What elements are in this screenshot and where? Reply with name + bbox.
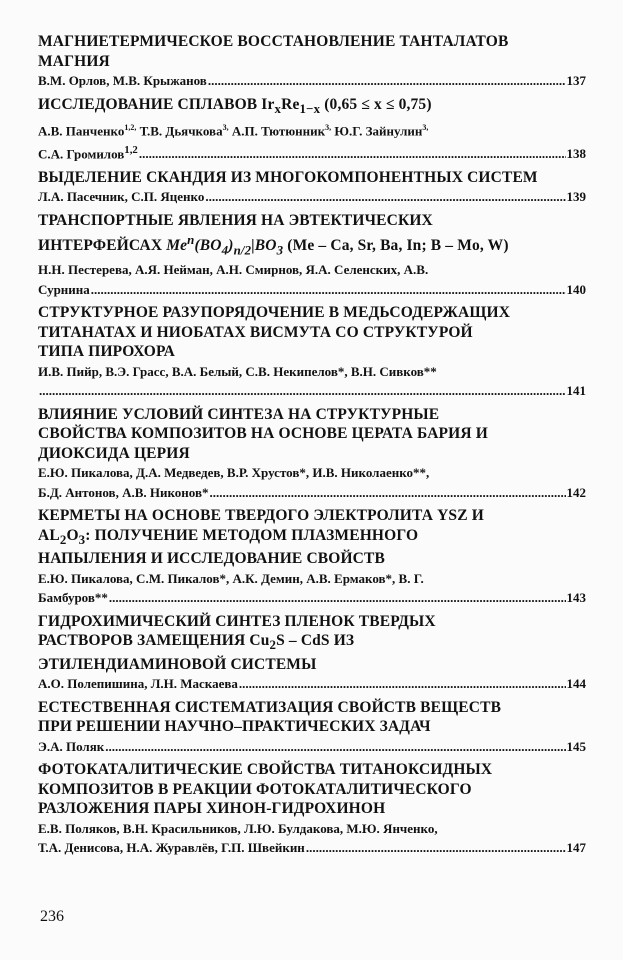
entry-leader-line <box>38 483 586 503</box>
entry-title: ЕСТЕСТВЕННАЯ СИСТЕМАТИЗАЦИЯ СВОЙСТВ ВЕЩЕСТВ <box>38 698 502 716</box>
toc-entry <box>38 32 586 91</box>
entry-leader-line <box>38 737 586 757</box>
entry-title: $AL_2O_3$: ПОЛУЧЕНИЕ МЕТОДОМ ПЛАЗМЕННОГО <box>38 526 419 547</box>
entry-authors: С.А. Громилов$^{1,2}$ <box>38 143 138 162</box>
entry-leader-line <box>38 674 586 694</box>
entry-leader-line <box>38 838 586 858</box>
entry-title: НАПЫЛЕНИЯ И ИССЛЕДОВАНИЕ СВОЙСТВ <box>38 550 386 568</box>
entry-title: КОМПОЗИТОВ В РЕАКЦИИ ФОТОКАТАЛИТИЧЕСКОГО <box>38 780 472 798</box>
entry-title: КЕРМЕТЫ НА ОСНОВЕ ТВЕРДОГО ЭЛЕКТРОЛИТА YSZ И <box>38 507 484 524</box>
entry-title: СВОЙСТВА КОМПОЗИТОВ НА ОСНОВЕ ЦЕРАТА БАРИЯ И <box>38 425 488 442</box>
entry-title: ГИДРОХИМИЧЕСКИЙ СИНТЕЗ ПЛЕНОК ТВЕРДЫХ <box>38 612 436 630</box>
entry-authors: Э.А. Поляк <box>38 738 105 754</box>
entry-title: РАСТВОРОВ ЗАМЕЩЕНИЯ $Cu_2S$ – CdS ИЗ <box>38 632 355 653</box>
entry-authors: В.М. Орлов, М.В. Крыжанов <box>38 73 207 88</box>
entry-title: ПРИ РЕШЕНИИ НАУЧНО–ПРАКТИЧЕСКИХ ЗАДАЧ <box>38 718 431 736</box>
entry-page-number: 137 <box>566 73 586 88</box>
toc-entry <box>38 168 586 207</box>
entry-title: ФОТОКАТАЛИТИЧЕСКИЕ СВОЙСТВА ТИТАНОКСИДНЫХ <box>38 761 493 779</box>
entry-title: МАГНИЯ <box>38 52 110 70</box>
toc-entry <box>38 211 586 299</box>
entry-title: ТРАНСПОРТНЫЕ ЯВЛЕНИЯ НА ЭВТЕКТИЧЕСКИХ <box>38 211 433 229</box>
entry-page-number: 144 <box>566 676 586 692</box>
entry-title: СТРУКТУРНОЕ РАЗУПОРЯДОЧЕНИЕ В МЕДЬСОДЕРЖАЩИХ <box>38 304 511 321</box>
entry-authors: Бамбуров** <box>38 590 108 606</box>
entry-title: РАЗЛОЖЕНИЯ ПАРЫ ХИНОН-ГИДРОХИНОН <box>38 800 386 818</box>
toc-entry <box>38 506 586 608</box>
entry-title: ИНТЕРФЕЙСАХ $Me^n(BO_4)_{n/2}|BO_3$ (Me – Ca, Sr, Ba, In; B – Mo, W) <box>38 232 509 258</box>
entry-page-number: 139 <box>566 189 586 205</box>
entry-page-number: 140 <box>566 281 586 297</box>
entry-leader-line <box>38 588 586 608</box>
entry-authors: И.В. Пийр, В.Э. Грасс, В.А. Белый, С.В. Некипелов*, В.Н. Сивков** <box>38 363 437 379</box>
entry-page-number: 138 <box>566 146 586 162</box>
entry-title: ВЛИЯНИЕ УСЛОВИЙ СИНТЕЗА НА СТРУКТУРНЫЕ <box>38 405 440 423</box>
entry-title: ИССЛЕДОВАНИЕ СПЛАВОВ $Ir_xRe_{1-x}$ (0,65 ≤ x ≤ 0,75) <box>38 95 432 116</box>
entry-authors: Сурнина <box>38 281 90 297</box>
entry-authors: Л.А. Пасечник, С.П. Яценко <box>38 189 205 205</box>
entry-title: ТИТАНАТАХ И НИОБАТАХ ВИСМУТА СО СТРУКТУРОЙ <box>38 323 473 341</box>
entry-page-number: 142 <box>566 484 586 500</box>
entry-leader-line <box>38 71 586 91</box>
entry-authors: А.В. Панченко$^{1,2,}$ Т.В. Дьячкова$^{3,}$ А.П. Тютюнник$^{3,}$ Ю.Г. Зайнулин$^{3,}$ <box>38 123 429 139</box>
entry-title: ВЫДЕЛЕНИЕ СКАНДИЯ ИЗ МНОГОКОМПОНЕНТНЫХ СИСТЕМ <box>38 168 538 186</box>
entry-title: ЭТИЛЕНДИАМИНОВОЙ СИСТЕМЫ <box>38 655 317 673</box>
entry-title: ТИПА ПИРОХОРА <box>38 343 175 360</box>
page-number: 236 <box>40 908 64 925</box>
entry-authors: Е.В. Поляков, В.Н. Красильников, Л.Ю. Булдакова, М.Ю. Янченко, <box>38 820 438 836</box>
entry-leader-line <box>38 141 586 164</box>
entry-page-number: 147 <box>566 840 586 856</box>
toc-entry <box>38 698 586 757</box>
entry-authors: Б.Д. Антонов, А.В. Никонов* <box>38 484 209 500</box>
entry-title: МАГНИЕТЕРМИЧЕСКОЕ ВОССТАНОВЛЕНИЕ ТАНТАЛАТОВ <box>38 33 509 50</box>
entry-leader-line <box>38 381 586 401</box>
toc-entry <box>38 760 586 858</box>
toc-entry <box>38 95 586 164</box>
entry-authors: Т.А. Денисова, Н.А. Журавлёв, Г.П. Швейкин <box>38 840 305 856</box>
entry-leader-line <box>38 280 586 300</box>
entry-leader-line <box>38 187 586 207</box>
toc-entry <box>38 612 586 694</box>
table-of-contents <box>38 32 586 862</box>
entry-authors: Е.Ю. Пикалова, Д.А. Медведев, В.Р. Хрустов*, И.В. Николаенко**, <box>38 465 430 480</box>
toc-entry <box>38 303 586 401</box>
entry-authors: Е.Ю. Пикалова, С.М. Пикалов*, А.К. Демин, А.В. Ермаков*, В. Г. <box>38 570 424 586</box>
entry-page-number: 143 <box>566 590 586 606</box>
entry-authors: Н.Н. Пестерева, А.Я. Нейман, А.Н. Смирнов, Я.А. Селенских, А.В. <box>38 262 429 277</box>
entry-title: ДИОКСИДА ЦЕРИЯ <box>38 444 190 462</box>
entry-page-number: 141 <box>566 383 586 398</box>
toc-entry <box>38 405 586 503</box>
entry-authors: А.О. Полепишина, Л.Н. Маскаева <box>38 676 238 692</box>
entry-page-number: 145 <box>566 738 586 754</box>
